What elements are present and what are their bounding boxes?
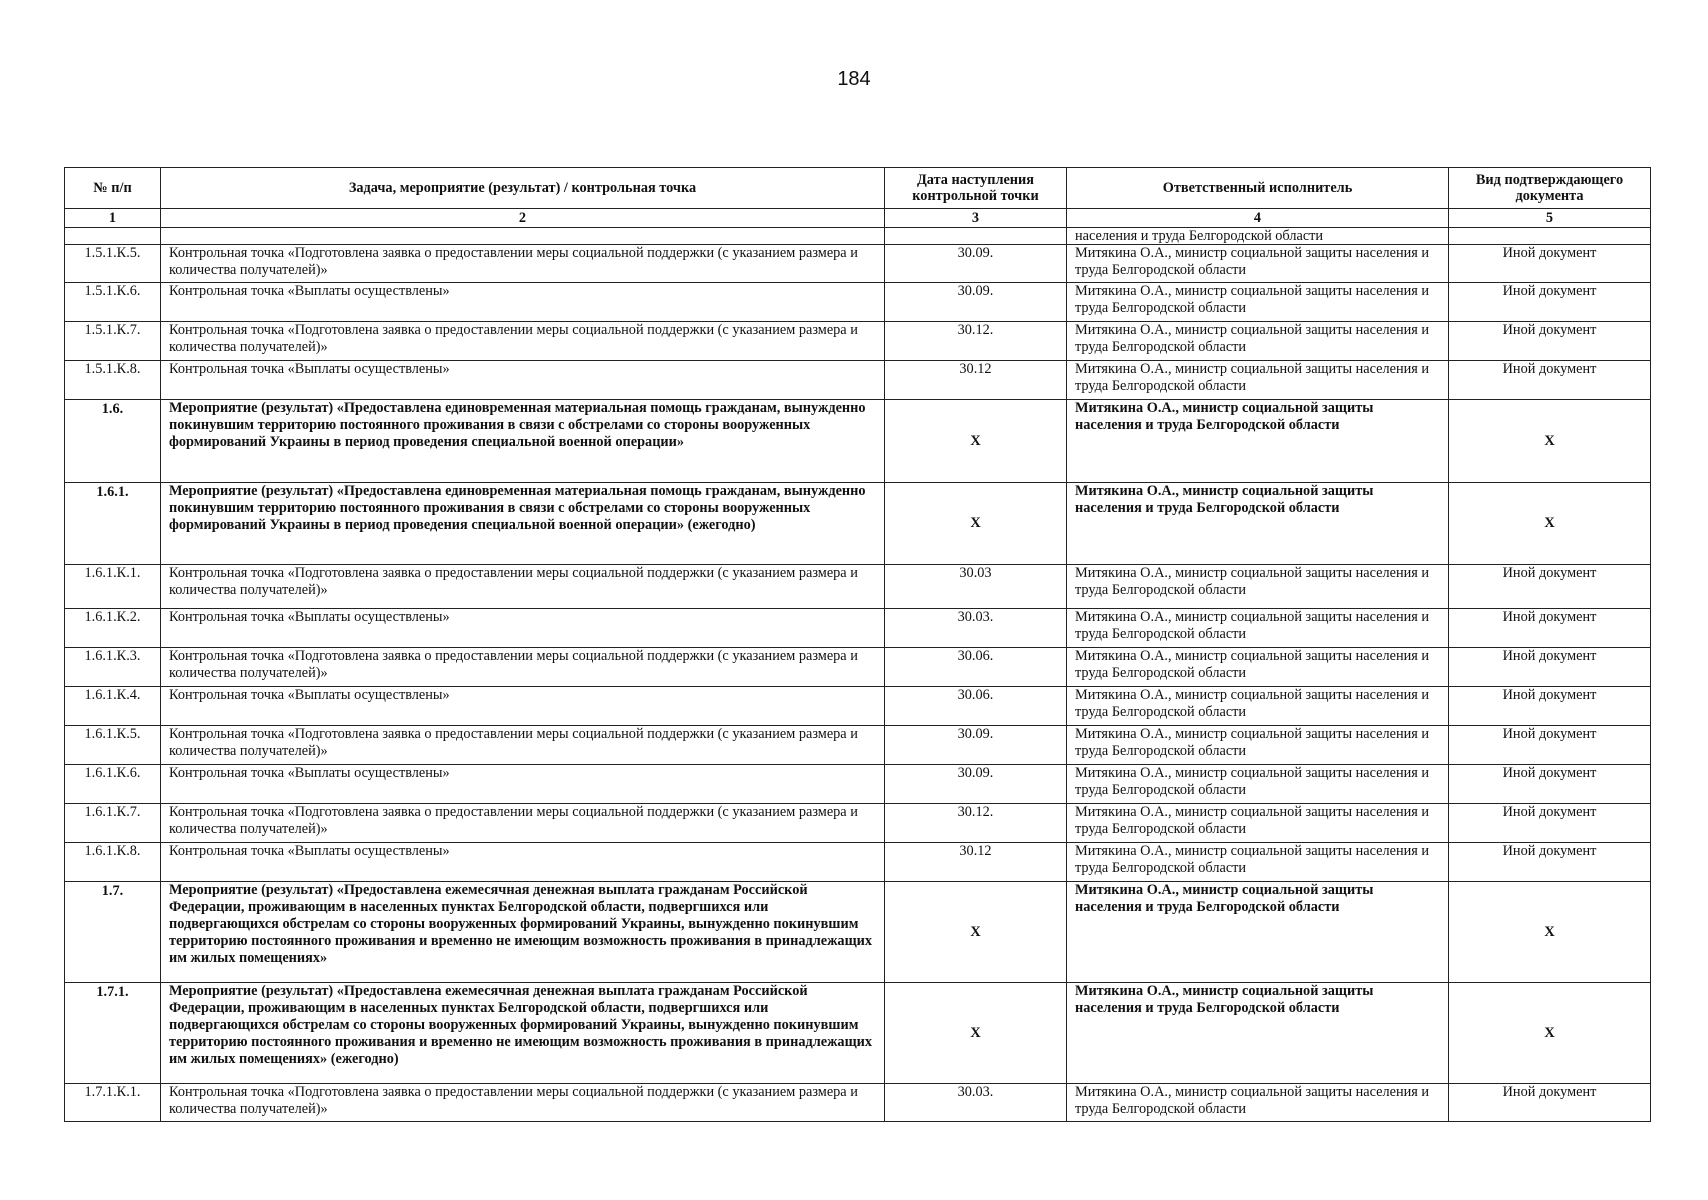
table-row — [65, 283, 1651, 322]
header-date: Дата наступления контрольной точки — [885, 168, 1067, 209]
control-date: 30.09. — [885, 245, 1067, 283]
row-number: 1.6.1.К.4. — [65, 687, 161, 726]
document-type: X — [1449, 483, 1651, 565]
responsible-person: Митякина О.А., министр социальной защиты населения и труда Белгородской области — [1067, 648, 1449, 687]
column-number: 1 — [65, 209, 161, 228]
table-row — [65, 228, 1651, 245]
responsible-person: Митякина О.А., министр социальной защиты населения и труда Белгородской области — [1067, 565, 1449, 609]
table-row — [65, 765, 1651, 804]
row-number: 1.5.1.К.7. — [65, 322, 161, 361]
row-number: 1.6.1.К.6. — [65, 765, 161, 804]
control-date: 30.09. — [885, 283, 1067, 322]
column-number-row — [65, 209, 1651, 228]
table-row — [65, 687, 1651, 726]
document-type: Иной документ — [1449, 609, 1651, 648]
responsible-person: Митякина О.А., министр социальной защиты населения и труда Белгородской области — [1067, 245, 1449, 283]
document-type: Иной документ — [1449, 687, 1651, 726]
responsible-person: Митякина О.А., министр социальной защиты населения и труда Белгородской области — [1067, 400, 1449, 483]
column-number: 2 — [161, 209, 885, 228]
responsible-person: Митякина О.А., министр социальной защиты населения и труда Белгородской области — [1067, 361, 1449, 400]
column-number: 5 — [1449, 209, 1651, 228]
control-date: 30.06. — [885, 687, 1067, 726]
responsible-person: Митякина О.А., министр социальной защиты населения и труда Белгородской области — [1067, 882, 1449, 983]
control-date: X — [885, 400, 1067, 483]
responsible-person: Митякина О.А., министр социальной защиты населения и труда Белгородской области — [1067, 804, 1449, 843]
document-type: Иной документ — [1449, 726, 1651, 765]
task-text: Контрольная точка «Подготовлена заявка о предоставлении меры социальной поддержки (с указанием размера и количества получателей)» — [161, 648, 885, 687]
responsible-person: Митякина О.А., министр социальной защиты населения и труда Белгородской области — [1067, 322, 1449, 361]
task-text: Мероприятие (результат) «Предоставлена ежемесячная денежная выплата гражданам Российской Федерации, проживающим в населенных пунктах Белгородской области, подвергшихся или подвергающихся обстрелам со стороны вооруженных формирований Украины, вынужденно покинувшим территорию постоянного проживания и временно не имеющим возможность проживания в принадлежащих им жилых помещениях» — [161, 882, 885, 983]
control-date: 30.09. — [885, 765, 1067, 804]
row-number: 1.5.1.К.5. — [65, 245, 161, 283]
task-text: Контрольная точка «Подготовлена заявка о предоставлении меры социальной поддержки (с указанием размера и количества получателей)» — [161, 804, 885, 843]
column-number: 3 — [885, 209, 1067, 228]
responsible-person: Митякина О.А., министр социальной защиты населения и труда Белгородской области — [1067, 726, 1449, 765]
table-row — [65, 804, 1651, 843]
header-num: № п/п — [65, 168, 161, 209]
table-row — [65, 882, 1651, 983]
document-type: Иной документ — [1449, 322, 1651, 361]
responsible-person: Митякина О.А., министр социальной защиты населения и труда Белгородской области — [1067, 687, 1449, 726]
control-date: 30.12 — [885, 361, 1067, 400]
table-row — [65, 565, 1651, 609]
document-type: Иной документ — [1449, 804, 1651, 843]
responsible-person: Митякина О.А., министр социальной защиты населения и труда Белгородской области — [1067, 1084, 1449, 1122]
control-date: 30.06. — [885, 648, 1067, 687]
document-type — [1449, 228, 1651, 245]
control-date: 30.03. — [885, 609, 1067, 648]
task-text: Контрольная точка «Подготовлена заявка о предоставлении меры социальной поддержки (с указанием размера и количества получателей)» — [161, 322, 885, 361]
document-type: X — [1449, 400, 1651, 483]
task-text — [161, 228, 885, 245]
responsible-person: Митякина О.А., министр социальной защиты населения и труда Белгородской области — [1067, 483, 1449, 565]
document-type: X — [1449, 983, 1651, 1084]
row-number: 1.7.1.К.1. — [65, 1084, 161, 1122]
table-row — [65, 1084, 1651, 1122]
plan-table — [64, 167, 1651, 1122]
table-row — [65, 361, 1651, 400]
control-date — [885, 228, 1067, 245]
task-text: Мероприятие (результат) «Предоставлена единовременная материальная помощь гражданам, вынужденно покинувшим территорию постоянного проживания в связи с обстрелами со стороны вооруженных формирований Украины в период проведения специальной военной операции» (ежегодно) — [161, 483, 885, 565]
row-number: 1.6.1.К.2. — [65, 609, 161, 648]
task-text: Контрольная точка «Выплаты осуществлены» — [161, 765, 885, 804]
document-type: Иной документ — [1449, 765, 1651, 804]
table-row — [65, 843, 1651, 882]
control-date: 30.03. — [885, 1084, 1067, 1122]
table-row — [65, 648, 1651, 687]
control-date: 30.12 — [885, 843, 1067, 882]
control-date: X — [885, 983, 1067, 1084]
responsible-person: Митякина О.А., министр социальной защиты населения и труда Белгородской области — [1067, 283, 1449, 322]
task-text: Контрольная точка «Подготовлена заявка о предоставлении меры социальной поддержки (с указанием размера и количества получателей)» — [161, 726, 885, 765]
header-task: Задача, мероприятие (результат) / контрольная точка — [161, 168, 885, 209]
table-row — [65, 726, 1651, 765]
row-number: 1.6.1.К.5. — [65, 726, 161, 765]
control-date: X — [885, 882, 1067, 983]
task-text: Мероприятие (результат) «Предоставлена единовременная материальная помощь гражданам, вынужденно покинувшим территорию постоянного проживания в связи с обстрелами со стороны вооруженных формирований Украины в период проведения специальной военной операции» — [161, 400, 885, 483]
row-number: 1.6.1.К.3. — [65, 648, 161, 687]
table-row — [65, 322, 1651, 361]
column-number: 4 — [1067, 209, 1449, 228]
responsible-person: населения и труда Белгородской области — [1067, 228, 1449, 245]
row-number: 1.7. — [65, 882, 161, 983]
responsible-person: Митякина О.А., министр социальной защиты населения и труда Белгородской области — [1067, 609, 1449, 648]
task-text: Контрольная точка «Выплаты осуществлены» — [161, 687, 885, 726]
task-text: Контрольная точка «Подготовлена заявка о предоставлении меры социальной поддержки (с указанием размера и количества получателей)» — [161, 565, 885, 609]
table-row — [65, 245, 1651, 283]
task-text: Контрольная точка «Выплаты осуществлены» — [161, 283, 885, 322]
row-number — [65, 228, 161, 245]
responsible-person: Митякина О.А., министр социальной защиты населения и труда Белгородской области — [1067, 983, 1449, 1084]
task-text: Контрольная точка «Выплаты осуществлены» — [161, 609, 885, 648]
row-number: 1.6. — [65, 400, 161, 483]
header-doc: Вид подтверждающего документа — [1449, 168, 1651, 209]
task-text: Мероприятие (результат) «Предоставлена ежемесячная денежная выплата гражданам Российской Федерации, проживающим в населенных пунктах Белгородской области, подвергшихся или подвергающихся обстрелам со стороны вооруженных формирований Украины, вынужденно покинувшим территорию постоянного проживания и временно не имеющим возможность проживания в принадлежащих им жилых помещениях» (ежегодно) — [161, 983, 885, 1084]
document-type: Иной документ — [1449, 245, 1651, 283]
control-date: 30.03 — [885, 565, 1067, 609]
row-number: 1.6.1.К.1. — [65, 565, 161, 609]
document-type: Иной документ — [1449, 283, 1651, 322]
row-number: 1.6.1.К.7. — [65, 804, 161, 843]
table-body — [65, 228, 1651, 1122]
control-date: 30.12. — [885, 804, 1067, 843]
row-number: 1.6.1. — [65, 483, 161, 565]
table-row — [65, 483, 1651, 565]
table-row — [65, 400, 1651, 483]
row-number: 1.5.1.К.6. — [65, 283, 161, 322]
document-type: X — [1449, 882, 1651, 983]
page-number: 184 — [837, 68, 871, 90]
task-text: Контрольная точка «Выплаты осуществлены» — [161, 843, 885, 882]
document-type: Иной документ — [1449, 1084, 1651, 1122]
table-row — [65, 609, 1651, 648]
control-date: 30.12. — [885, 322, 1067, 361]
task-text: Контрольная точка «Подготовлена заявка о предоставлении меры социальной поддержки (с указанием размера и количества получателей)» — [161, 245, 885, 283]
responsible-person: Митякина О.А., министр социальной защиты населения и труда Белгородской области — [1067, 843, 1449, 882]
row-number: 1.7.1. — [65, 983, 161, 1084]
document-type: Иной документ — [1449, 565, 1651, 609]
header-responsible: Ответственный исполнитель — [1067, 168, 1449, 209]
task-text: Контрольная точка «Выплаты осуществлены» — [161, 361, 885, 400]
task-text: Контрольная точка «Подготовлена заявка о предоставлении меры социальной поддержки (с указанием размера и количества получателей)» — [161, 1084, 885, 1122]
table-row — [65, 983, 1651, 1084]
document-type: Иной документ — [1449, 843, 1651, 882]
table-header-row — [65, 168, 1651, 209]
control-date: X — [885, 483, 1067, 565]
document-type: Иной документ — [1449, 648, 1651, 687]
document-type: Иной документ — [1449, 361, 1651, 400]
row-number: 1.6.1.К.8. — [65, 843, 161, 882]
row-number: 1.5.1.К.8. — [65, 361, 161, 400]
responsible-person: Митякина О.А., министр социальной защиты населения и труда Белгородской области — [1067, 765, 1449, 804]
control-date: 30.09. — [885, 726, 1067, 765]
